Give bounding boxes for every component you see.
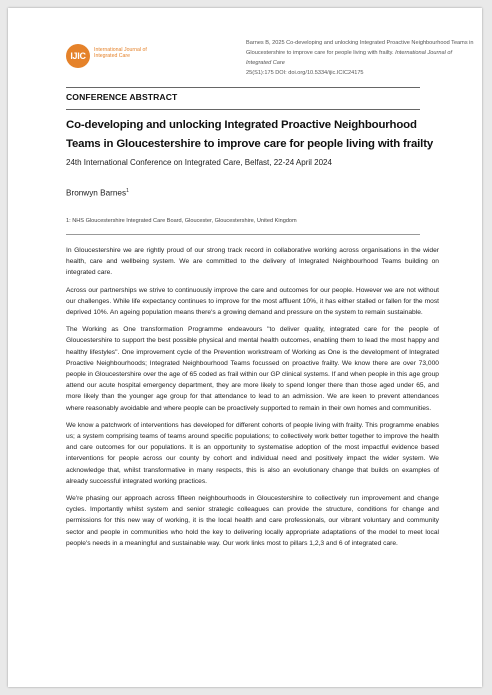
body-paragraph-3: The Working as One transformation Programme endeavours "to deliver quality, integrated care for the people of Gloucestershire to support the best possible physical and mental health outcomes, enabling them to lead the most happy and healthy lifestyles". One improvement cycle of the Prevention workstream of Working as One is the development of Integrated Proactive Neighbourhoods; Integrated Neighbourhood Teams focussed on proactive frailty. We know there are over 73,000 people in Gloucestershire over the age of 65 coded as frail within our GP clinical systems. If and when people in this age group attend our acute hospital emergency department, they are more likely to spend longer there than those aged under 65, and more likely than the younger age group for that attendance to lead to an admission. We are keen to prevent attendances where reasonably avoidable and where people can be proactively supported to remain in their own homes and communities. xyxy=(66,326,439,412)
citation-line-2 xyxy=(246,48,476,68)
body-paragraph-2: Across our partnerships we strive to continuously improve the care and outcomes for our people. However we are not without our challenges. While life expectancy continues to improve for the most affluent 10%, it has either stalled or fallen for the most deprived 10%. An ageing population means there's a growing demand and pressure on the system to remain sustainable. xyxy=(66,286,439,317)
ijic-logo-icon: IJIC xyxy=(66,44,90,68)
article-title: Co-developing and unlocking Integrated Proactive Neighbourhood Teams in Gloucestershire to improve care for people living with frailty xyxy=(66,119,434,150)
citation-journal-name: International Journal of Integrated Care xyxy=(246,50,453,66)
conference-line: 24th International Conference on Integrated Care, Belfast, 22-24 April 2024 xyxy=(66,158,332,167)
article-type-label: CONFERENCE ABSTRACT xyxy=(66,92,178,102)
body-paragraph-4: We know a patchwork of interventions has developed for different cohorts of people living with frailty. This programme enables us; a system comprising teams of teams around specific populations; to collectively work better together to improve the health and care outcomes for our populations. It is an opportunity to systematise adoption of the most impactful evidence based interventions for people across our county by cohort and individual need and positively impact the wider system. We acknowledge that, whilst transformative in many respects, this is also an evolutionary change that builds on examples of already successful integrated working practices. xyxy=(66,421,439,485)
author-name: Bronwyn Barnes xyxy=(66,188,127,198)
article-type-divider xyxy=(66,109,420,110)
citation-title-end: Gloucestershire to improve care for people living with frailty. xyxy=(246,50,394,56)
citation-line-1: Barnes B, 2025 Co-developing and unlocking Integrated Proactive Neighbourhood Teams in xyxy=(246,40,474,46)
author-line xyxy=(66,188,129,198)
affiliation-divider xyxy=(66,234,420,235)
document-page xyxy=(8,8,482,687)
affiliation-line: 1: NHS Gloucestershire Integrated Care Board, Gloucester, Gloucestershire, United Kingdom xyxy=(66,218,297,224)
header-divider xyxy=(66,87,420,88)
citation-doi: 25(S1):175 DOI: doi.org/10.5334/ijic.ICIC24175 xyxy=(246,70,364,76)
author-affiliation-marker: 1 xyxy=(126,188,129,194)
body-paragraph-1: In Gloucestershire we are rightly proud of our strong track record in collaborative working across organisations in the wider health, care and wellbeing system. We are committed to the delivery of Integrated Neighbourhood Teams building on integrated care. xyxy=(66,247,439,277)
abstract-body xyxy=(66,245,439,555)
body-paragraph-5: We're phasing our approach across fifteen neighbourhoods in Gloucestershire to collectively run improvement and change cycles. Importantly whilst system and senior strategic colleagues can provide the structure, conditions for change and permissions for this new way of working, it is the local health and care professionals, our vibrant voluntary and community sector and people in communities who hold the key to delivering locally appropriate adaptations of the model to meet local people's needs in a meaningful and sustainable way. Our work links most to pillars 1,2,3 and 6 of integrated care. xyxy=(66,495,439,547)
journal-logo-name: International Journal of Integrated Care xyxy=(94,47,147,59)
citation-block xyxy=(246,38,476,78)
journal-logo xyxy=(66,44,166,68)
